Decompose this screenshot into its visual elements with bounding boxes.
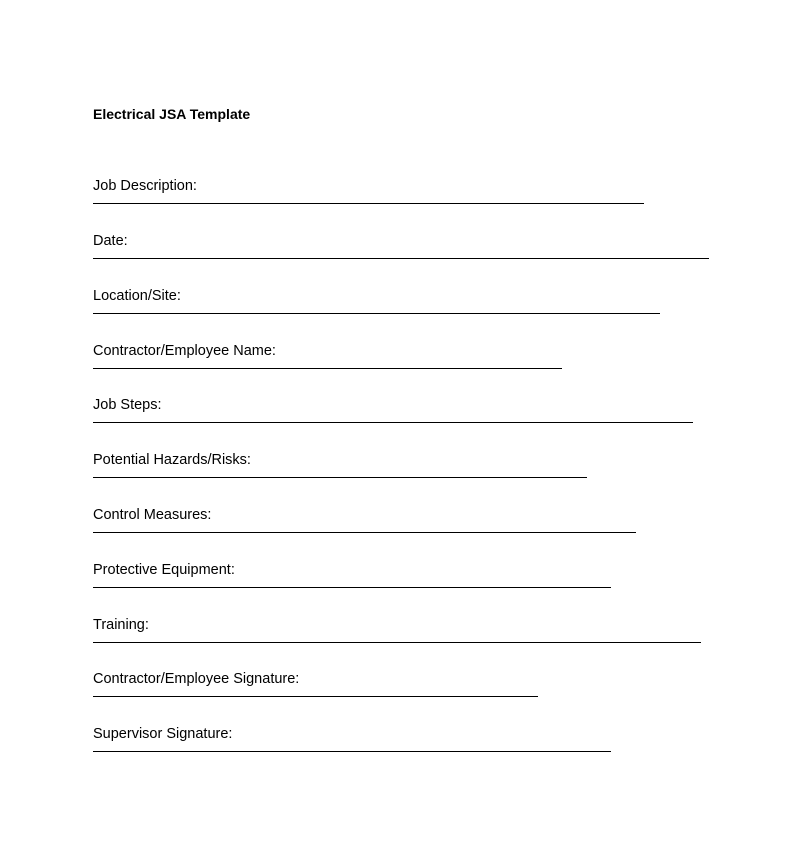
field-label: Job Steps:	[93, 397, 162, 413]
field-entry-line[interactable]	[93, 258, 709, 259]
field-entry-line[interactable]	[93, 368, 562, 369]
field-entry-line[interactable]	[93, 751, 611, 752]
field-date	[93, 232, 709, 259]
field-label: Job Description:	[93, 178, 197, 194]
field-control-measures	[93, 506, 636, 533]
field-training	[93, 616, 701, 643]
field-entry-line[interactable]	[93, 422, 693, 423]
field-entry-line[interactable]	[93, 642, 701, 643]
field-entry-line[interactable]	[93, 587, 611, 588]
field-entry-line[interactable]	[93, 696, 538, 697]
field-label: Training:	[93, 617, 149, 633]
field-job-steps	[93, 396, 693, 423]
field-protective-equipment	[93, 561, 611, 588]
field-label: Contractor/Employee Signature:	[93, 671, 300, 687]
field-location-site	[93, 287, 660, 314]
field-label: Protective Equipment:	[93, 562, 235, 578]
field-entry-line[interactable]	[93, 203, 644, 204]
field-label: Date:	[93, 233, 128, 249]
document-title: Electrical JSA Template	[93, 106, 251, 122]
field-label: Control Measures:	[93, 507, 212, 523]
field-label: Contractor/Employee Name:	[93, 343, 276, 359]
field-potential-hazards-risks	[93, 451, 587, 478]
field-entry-line[interactable]	[93, 313, 660, 314]
field-label: Location/Site:	[93, 288, 181, 304]
field-entry-line[interactable]	[93, 477, 587, 478]
field-label: Supervisor Signature:	[93, 726, 233, 742]
field-entry-line[interactable]	[93, 532, 636, 533]
field-contractor-employee-signature	[93, 670, 538, 697]
field-label: Potential Hazards/Risks:	[93, 452, 251, 468]
field-job-description	[93, 177, 644, 204]
field-contractor-employee-name	[93, 342, 562, 369]
field-supervisor-signature	[93, 725, 611, 752]
